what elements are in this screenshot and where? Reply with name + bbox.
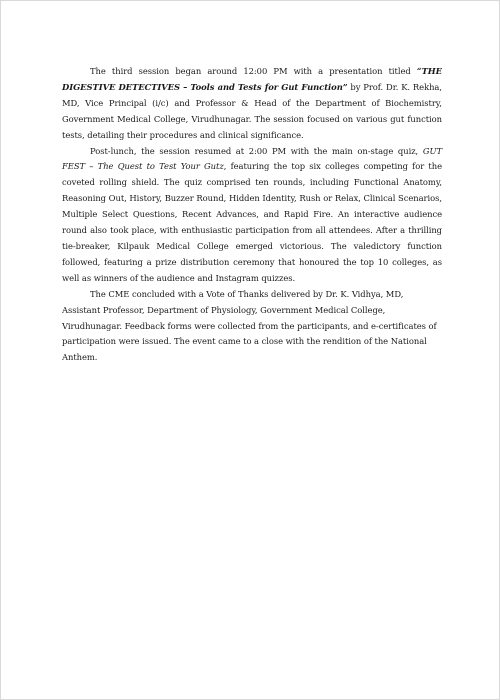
paragraph-text: Post-lunch, the session resumed at 2:00 PM with the main on-stage quiz, bbox=[90, 145, 423, 156]
paragraph-conclusion bbox=[62, 287, 442, 367]
quiz-title: GUT FEST – The Quest to Test Your Gutz bbox=[62, 145, 442, 172]
paragraph-text: , featuring the top six colleges competing for the coveted rolling shield. The quiz comprised ten rounds, including Functional Anatomy, Reasoning Out, History, Buzzer Round, Hidden Identity, Rush or Relax, Clinical Scenarios, Multiple Select Questions, Recent Advances, and Rapid Fire. An interactive audience round also took place, with enthusiastic participation from all attendees. After a thrilling tie-breaker, Kilpauk Medical College emerged victorious. The valedictory function followed, featuring a prize distribution ceremony that honoured the top 10 colleges, as well as winners of the audience and Instagram quizzes. bbox=[62, 161, 442, 283]
document-body bbox=[62, 64, 442, 366]
presentation-title: “THE DIGESTIVE DETECTIVES – Tools and Tests for Gut Function” bbox=[62, 66, 442, 92]
paragraph-text: The CME concluded with a Vote of Thanks delivered by Dr. K. Vidhya, MD, Assistant Professor, Department of Physiology, Government Medical College, Virudhunagar. Feedback forms were collected from the participants, and e-certificates of participation were issued. The event came to a close with the rendition of the National Anthem. bbox=[62, 288, 437, 363]
paragraph-text: The third session began around 12:00 PM with a presentation titled bbox=[90, 66, 417, 76]
paragraph-post-lunch bbox=[62, 144, 442, 287]
paragraph-text: by Prof. Dr. K. Rekha, MD, Vice Principal (i/c) and Professor & Head of the Department of Biochemistry, Government Medical College, Virudhunagar. The session focused on various gut function tests, detailing their procedures and clinical significance. bbox=[62, 81, 442, 140]
paragraph-third-session bbox=[62, 64, 442, 144]
